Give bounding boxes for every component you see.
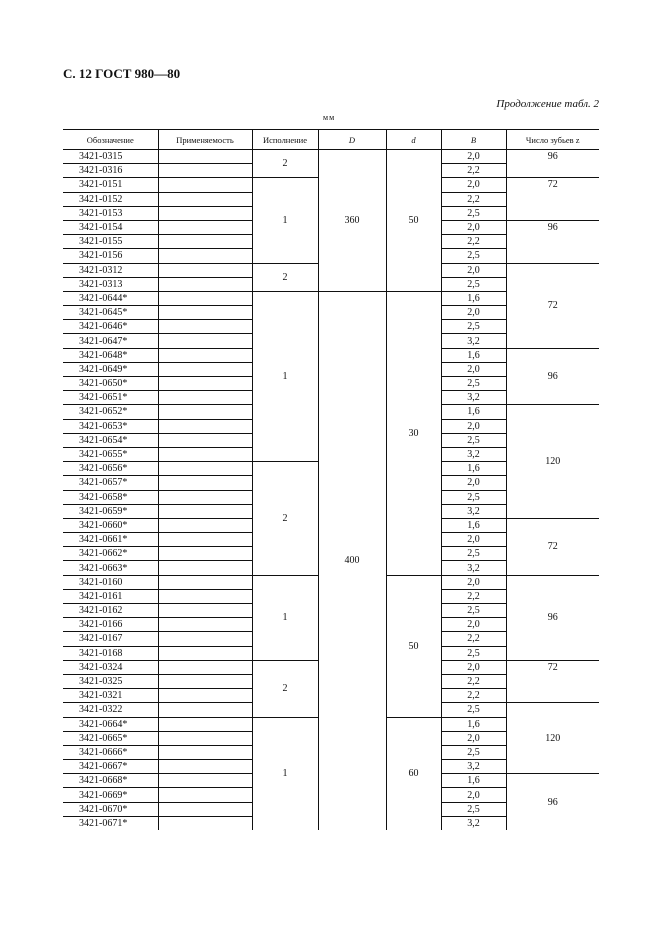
designation-cell: 3421-0649*	[63, 362, 158, 376]
designation-cell: 3421-0322	[63, 703, 158, 717]
designation-cell: 3421-0313	[63, 277, 158, 291]
execution-cell: 2	[252, 660, 318, 717]
designation-cell: 3421-0644*	[63, 291, 158, 305]
width-cell: 2,0	[441, 660, 506, 674]
applicability-cell	[158, 717, 252, 731]
unit-label: мм	[323, 113, 336, 122]
applicability-cell	[158, 504, 252, 518]
applicability-cell	[158, 731, 252, 745]
header-inner-diameter: d	[386, 130, 441, 150]
applicability-cell	[158, 306, 252, 320]
width-cell: 2,0	[441, 150, 506, 164]
width-cell: 2,0	[441, 263, 506, 277]
width-cell: 2,2	[441, 164, 506, 178]
applicability-cell	[158, 334, 252, 348]
width-cell: 1,6	[441, 348, 506, 362]
designation-cell: 3421-0161	[63, 589, 158, 603]
applicability-cell	[158, 235, 252, 249]
designation-cell: 3421-0664*	[63, 717, 158, 731]
width-cell: 2,5	[441, 490, 506, 504]
width-cell: 3,2	[441, 561, 506, 575]
applicability-cell	[158, 674, 252, 688]
width-cell: 3,2	[441, 334, 506, 348]
width-cell: 2,2	[441, 589, 506, 603]
applicability-cell	[158, 802, 252, 816]
applicability-cell	[158, 220, 252, 234]
applicability-cell	[158, 533, 252, 547]
execution-cell: 1	[252, 291, 318, 461]
designation-cell: 3421-0151	[63, 178, 158, 192]
designation-cell: 3421-0665*	[63, 731, 158, 745]
teeth-count-cell: 72	[506, 660, 599, 703]
teeth-count-cell: 120	[506, 405, 599, 519]
applicability-cell	[158, 490, 252, 504]
designation-cell: 3421-0667*	[63, 760, 158, 774]
width-cell: 2,2	[441, 632, 506, 646]
table-header-row	[63, 130, 599, 150]
applicability-cell	[158, 518, 252, 532]
width-cell: 2,0	[441, 419, 506, 433]
teeth-count-cell: 120	[506, 703, 599, 774]
applicability-cell	[158, 277, 252, 291]
designation-cell: 3421-0168	[63, 646, 158, 660]
width-cell: 2,2	[441, 674, 506, 688]
designation-cell: 3421-0167	[63, 632, 158, 646]
outer-diameter-cell: 400	[318, 291, 386, 830]
applicability-cell	[158, 377, 252, 391]
designation-cell: 3421-0654*	[63, 433, 158, 447]
designation-cell: 3421-0316	[63, 164, 158, 178]
applicability-cell	[158, 703, 252, 717]
designation-cell: 3421-0321	[63, 689, 158, 703]
page-header: С. 12 ГОСТ 980—80	[63, 66, 181, 81]
width-cell: 2,5	[441, 547, 506, 561]
designation-cell: 3421-0663*	[63, 561, 158, 575]
execution-cell: 2	[252, 263, 318, 291]
applicability-cell	[158, 433, 252, 447]
width-cell: 2,0	[441, 362, 506, 376]
width-cell: 3,2	[441, 760, 506, 774]
width-cell: 2,2	[441, 235, 506, 249]
designation-cell: 3421-0661*	[63, 533, 158, 547]
width-cell: 2,0	[441, 788, 506, 802]
applicability-cell	[158, 462, 252, 476]
designation-cell: 3421-0647*	[63, 334, 158, 348]
width-cell: 1,6	[441, 717, 506, 731]
designation-cell: 3421-0660*	[63, 518, 158, 532]
applicability-cell	[158, 632, 252, 646]
designation-cell: 3421-0671*	[79, 817, 128, 829]
designation-cell: 3421-0162	[63, 604, 158, 618]
designation-cell: 3421-0670*	[63, 802, 158, 816]
width-cell: 2,2	[441, 689, 506, 703]
applicability-cell	[158, 618, 252, 632]
execution-cell: 2	[252, 462, 318, 576]
width-cell: 2,5	[441, 277, 506, 291]
applicability-cell	[158, 660, 252, 674]
width-cell: 2,5	[441, 249, 506, 263]
teeth-count-cell: 96	[506, 150, 599, 178]
width-cell: 2,0	[441, 575, 506, 589]
designation-cell: 3421-0659*	[63, 504, 158, 518]
designation-cell: 3421-0155	[63, 235, 158, 249]
applicability-cell	[158, 547, 252, 561]
width-cell: 1,6	[441, 462, 506, 476]
designation-cell: 3421-0651*	[63, 391, 158, 405]
teeth-count-cell: 72	[506, 518, 599, 575]
width-cell: 2,0	[441, 476, 506, 490]
designation-cell: 3421-0666*	[63, 745, 158, 759]
execution-cell: 2	[252, 150, 318, 178]
execution-cell: 1	[252, 575, 318, 660]
width-cell: 1,6	[441, 774, 506, 788]
width-cell: 1,6	[441, 291, 506, 305]
applicability-cell	[158, 447, 252, 461]
table-row	[63, 150, 599, 164]
designation-cell: 3421-0655*	[63, 447, 158, 461]
width-cell: 2,0	[441, 306, 506, 320]
designation-cell: 3421-0160	[63, 575, 158, 589]
teeth-count-cell: 96	[506, 348, 599, 405]
applicability-cell	[158, 788, 252, 802]
width-cell: 2,5	[441, 703, 506, 717]
applicability-cell	[158, 646, 252, 660]
applicability-cell	[158, 589, 252, 603]
width-cell: 2,0	[441, 178, 506, 192]
teeth-count-cell: 96	[506, 220, 599, 263]
designation-cell: 3421-0312	[63, 263, 158, 277]
applicability-cell	[158, 391, 252, 405]
width-cell: 1,6	[441, 405, 506, 419]
teeth-count-cell: 96	[506, 774, 599, 830]
width-cell: 2,0	[441, 533, 506, 547]
width-cell: 1,6	[441, 518, 506, 532]
applicability-cell	[158, 178, 252, 192]
designation-cell: 3421-0324	[63, 660, 158, 674]
execution-cell: 1	[252, 178, 318, 263]
designation-cell: 3421-0658*	[63, 490, 158, 504]
teeth-count-cell: 96	[506, 575, 599, 660]
header-width: B	[441, 130, 506, 150]
applicability-cell	[158, 575, 252, 589]
designation-cell: 3421-0646*	[63, 320, 158, 334]
designation-cell: 3421-0650*	[63, 377, 158, 391]
width-cell: 2,5	[441, 206, 506, 220]
designation-cell: 3421-0156	[63, 249, 158, 263]
applicability-cell	[158, 419, 252, 433]
applicability-cell	[158, 320, 252, 334]
header-execution: Исполнение	[252, 130, 318, 150]
width-cell: 3,2	[441, 504, 506, 518]
applicability-cell	[158, 192, 252, 206]
designation-cell: 3421-0645*	[63, 306, 158, 320]
width-cell: 3,2	[441, 816, 506, 830]
teeth-count-cell: 72	[506, 263, 599, 348]
applicability-cell	[158, 249, 252, 263]
width-cell: 2,0	[441, 220, 506, 234]
designation-cell: 3421-0152	[63, 192, 158, 206]
applicability-cell	[158, 760, 252, 774]
applicability-cell	[158, 150, 252, 164]
width-cell: 2,5	[441, 802, 506, 816]
width-cell: 2,5	[441, 604, 506, 618]
width-cell: 2,0	[441, 618, 506, 632]
header-outer-diameter: D	[318, 130, 386, 150]
width-cell: 2,5	[441, 646, 506, 660]
applicability-cell	[158, 362, 252, 376]
designation-cell: 3421-0325	[63, 674, 158, 688]
table-continuation-label: Продолжение табл. 2	[496, 98, 599, 110]
applicability-cell	[158, 348, 252, 362]
width-cell: 2,5	[441, 745, 506, 759]
width-cell: 2,5	[441, 433, 506, 447]
designation-cell: 3421-0669*	[63, 788, 158, 802]
applicability-cell	[158, 476, 252, 490]
inner-diameter-cell: 60	[386, 717, 441, 830]
applicability-cell	[158, 561, 252, 575]
parts-table	[63, 129, 599, 830]
execution-cell: 1	[252, 717, 318, 830]
width-cell: 2,2	[441, 192, 506, 206]
designation-cell: 3421-0648*	[63, 348, 158, 362]
applicability-cell	[158, 745, 252, 759]
designation-cell: 3421-0653*	[63, 419, 158, 433]
inner-diameter-cell: 50	[386, 150, 441, 292]
applicability-cell	[158, 604, 252, 618]
header-applicability: Применяемость	[158, 130, 252, 150]
designation-cell: 3421-0662*	[63, 547, 158, 561]
applicability-cell	[158, 774, 252, 788]
designation-cell: 3421-0652*	[63, 405, 158, 419]
designation-cell: 3421-0166	[63, 618, 158, 632]
inner-diameter-cell: 30	[386, 291, 441, 575]
designation-cell: 3421-0668*	[63, 774, 158, 788]
designation-cell: 3421-0315	[63, 150, 158, 164]
designation-cell: 3421-0657*	[63, 476, 158, 490]
width-cell: 3,2	[441, 391, 506, 405]
designation-cell: 3421-0656*	[63, 462, 158, 476]
applicability-cell	[158, 206, 252, 220]
header-designation: Обозначение	[63, 130, 158, 150]
width-cell: 2,5	[441, 377, 506, 391]
width-cell: 2,5	[441, 320, 506, 334]
applicability-cell	[158, 689, 252, 703]
applicability-cell	[158, 816, 252, 830]
inner-diameter-cell: 50	[386, 575, 441, 717]
width-cell: 3,2	[441, 447, 506, 461]
applicability-cell	[158, 291, 252, 305]
outer-diameter-cell: 360	[318, 150, 386, 292]
width-cell: 2,0	[441, 731, 506, 745]
applicability-cell	[158, 405, 252, 419]
applicability-cell	[158, 164, 252, 178]
designation-cell: 3421-0153	[63, 206, 158, 220]
designation-cell: 3421-0154	[63, 220, 158, 234]
applicability-cell	[158, 263, 252, 277]
teeth-count-cell: 72	[506, 178, 599, 221]
header-teeth-count: Число зубьев z	[506, 130, 599, 150]
